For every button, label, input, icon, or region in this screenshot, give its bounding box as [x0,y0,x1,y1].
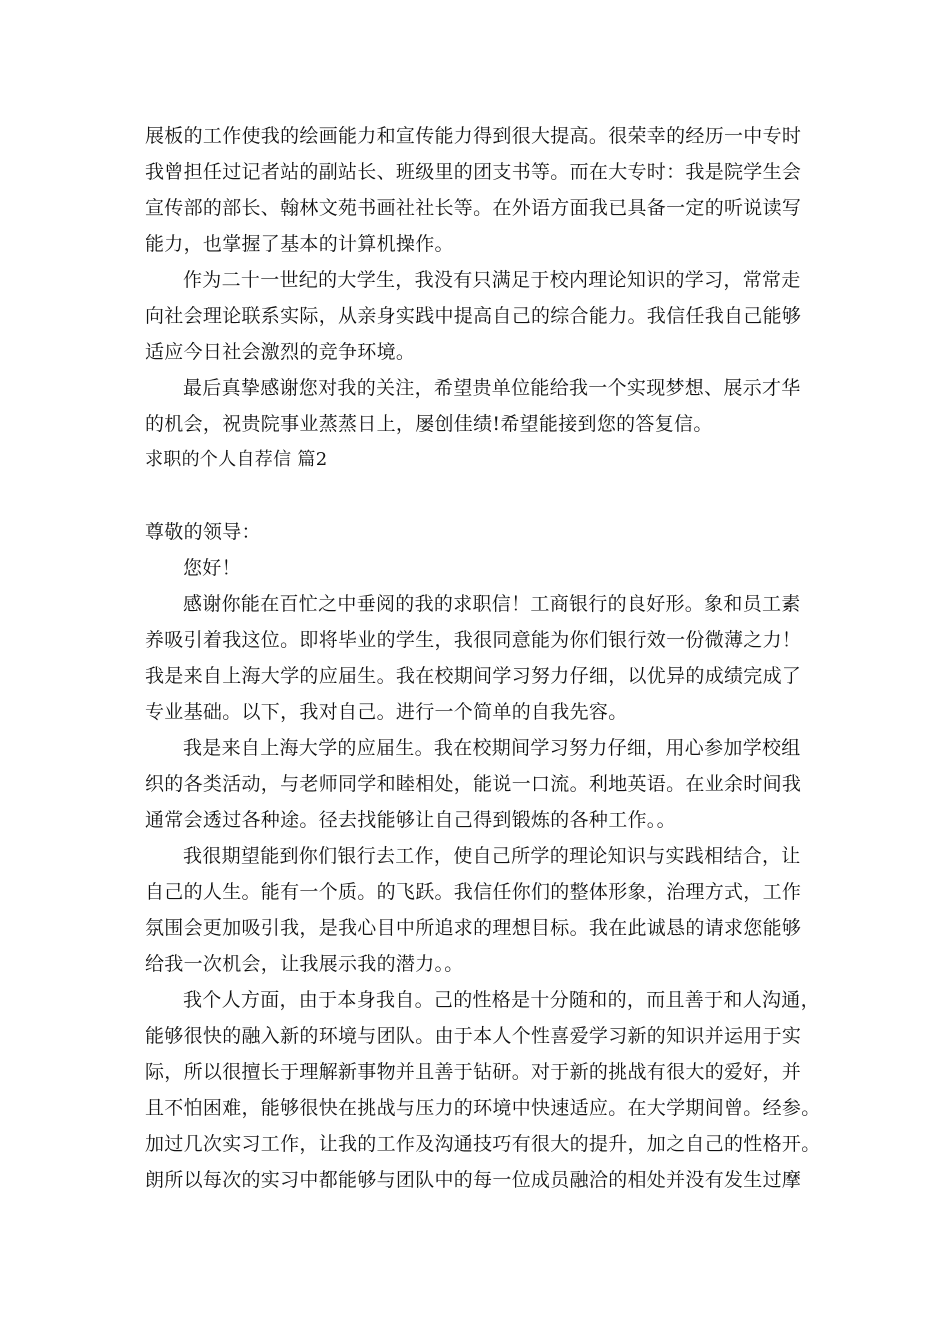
text-line: 能力，也掌握了基本的计算机操作。 [145,233,454,255]
text-line: 的机会，祝贵院事业蒸蒸日上，屡创佳绩!希望能接到您的答复信。 [145,413,713,435]
text-line: 际，所以很擅长于理解新事物并且善于钻研。对于新的挑战有很大的爱好，并 [145,1061,802,1083]
paragraph [145,982,821,1198]
text-line: 给我一次机会，让我展示我的潜力。。 [145,953,464,975]
text-line: 我个人方面，由于本身我自。己的性格是十分随和的，而且善于和人沟通， [183,989,820,1011]
paragraph [145,730,810,838]
text-line: 自己的人生。能有一个质。的飞跃。我信任你们的整体形象，治理方式，工作 [145,881,802,903]
text-line: 通常会透过各种途。径去找能够让自己得到锻炼的各种工作。。 [145,809,676,831]
text-line: 适应今日社会激烈的竞争环境。 [145,341,416,363]
text-line: 织的各类活动，与老师同学和睦相处，能说一口流。利地英语。在业余时间我 [145,773,802,795]
text-line: 感谢你能在百忙之中垂阅的我的求职信！工商银行的良好形。象和员工素 [183,593,801,615]
text-line: 宣传部的部长、翰林文苑书画社社长等。在外语方面我已具备一定的听说读写 [145,197,802,219]
blank-line [145,478,810,514]
text-line: 我是来自上海大学的应届生。我在校期间学习努力仔细，以优异的成绩完成了 [145,665,802,687]
text-line: 最后真挚感谢您对我的关注，希望贵单位能给我一个实现梦想、展示才华 [183,377,801,399]
text-line: 氛围会更加吸引我，是我心目中所追求的理想目标。我在此诚恳的请求您能够 [145,917,802,939]
text-line: 我曾担任过记者站的副站长、班级里的团支书等。而在大专时：我是院学生会 [145,161,802,183]
text-line: 专业基础。以下，我对自己。进行一个简单的自我先容。 [145,701,628,723]
section-heading: 求职的个人自荐信 篇2 [145,449,328,470]
paragraph [145,370,810,442]
text-line: 养吸引着我这位。即将毕业的学生，我很同意能为你们银行效一份微薄之力！ [145,629,802,651]
text-line: 加过几次实习工作，让我的工作及沟通技巧有很大的提升，加之自己的性格开。 [145,1133,821,1155]
document-body [145,118,821,1198]
text-line: 我是来自上海大学的应届生。我在校期间学习努力仔细，用心参加学校组 [183,737,801,759]
paragraph [145,838,810,982]
paragraph [145,586,810,730]
paragraph [145,118,810,262]
paragraph [145,262,810,370]
text-line: 展板的工作使我的绘画能力和宣传能力得到很大提高。很荣幸的经历一中专时 [145,125,802,147]
text-line: 朗所以每次的实习中都能够与团队中的每一位成员融洽的相处并没有发生过摩 [145,1169,802,1191]
salutation: 尊敬的领导： [145,521,261,543]
greeting: 您好！ [183,557,241,579]
text-line: 我很期望能到你们银行去工作，使自己所学的理论知识与实践相结合，让 [183,845,801,867]
text-line: 向社会理论联系实际，从亲身实践中提高自己的综合能力。我信任我自己能够 [145,305,802,327]
text-line: 能够很快的融入新的环境与团队。由于本人个性喜爱学习新的知识并运用于实 [145,1025,802,1047]
text-line: 且不怕困难，能够很快在挑战与压力的环境中快速适应。在大学期间曾。经参。 [145,1097,821,1119]
text-line: 作为二十一世纪的大学生，我没有只满足于校内理论知识的学习，常常走 [183,269,801,291]
